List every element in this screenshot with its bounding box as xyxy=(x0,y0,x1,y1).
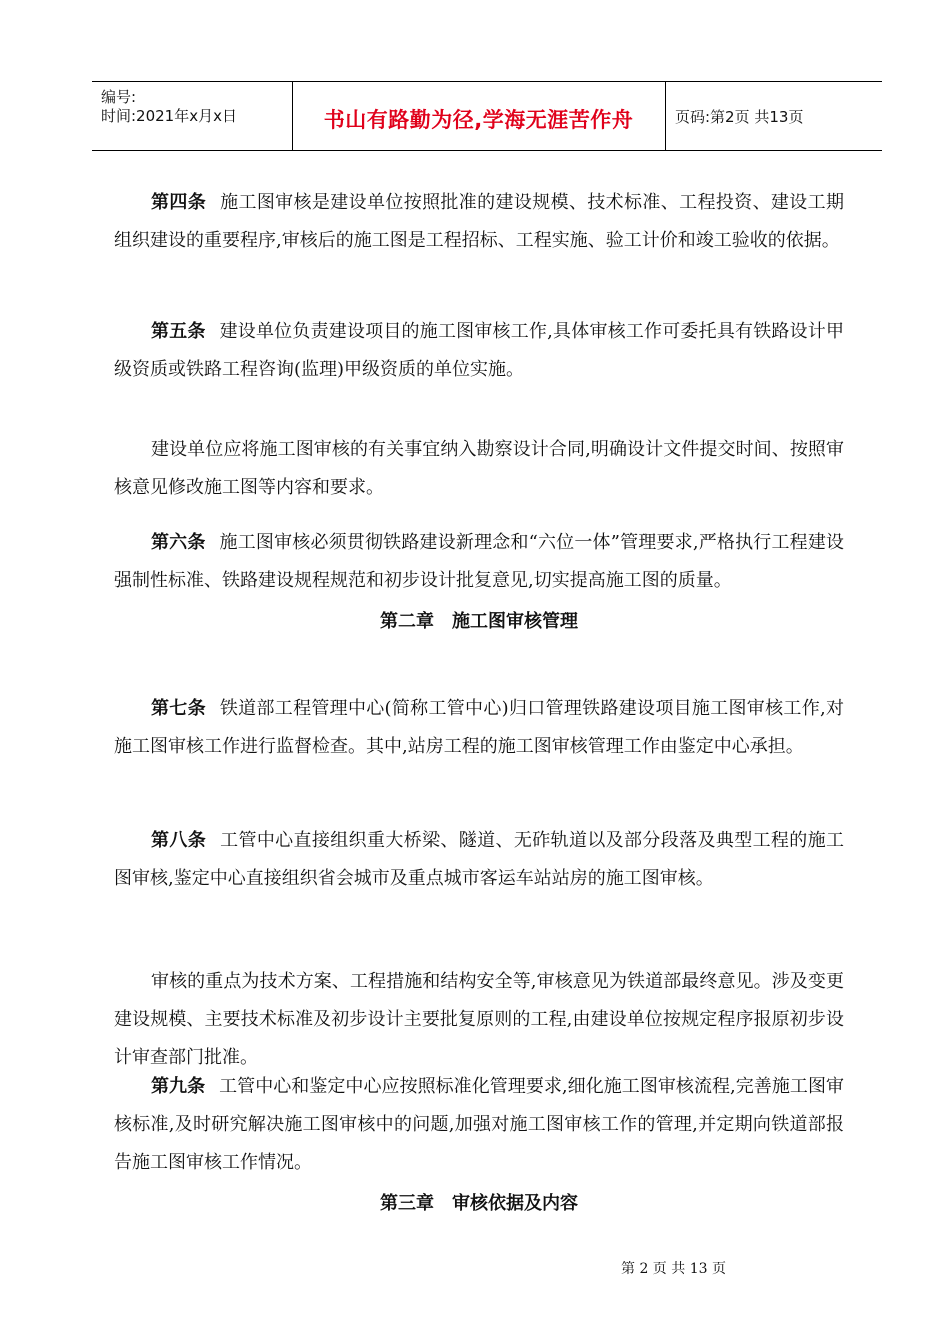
paragraph-text: 建设单位应将施工图审核的有关事宜纳入勘察设计合同,明确设计文件提交时间、按照审核意见修改施工图等内容和要求。 xyxy=(114,439,844,498)
article-text: 建设单位负责建设项目的施工图审核工作,具体审核工作可委托具有铁路设计甲级资质或铁路工程咨询(监理)甲级资质的单位实施。 xyxy=(114,321,845,380)
header-page-cell xyxy=(666,82,882,150)
article-8-paragraph-2 xyxy=(114,963,844,1077)
article-7 xyxy=(114,690,844,766)
article-text: 工管中心和鉴定中心应按照标准化管理要求,细化施工图审核流程,完善施工图审核标准,及时研究解决施工图审核中的问题,加强对施工图审核工作的管理,并定期向铁道部报告施工图审核工作情况。 xyxy=(114,1076,844,1173)
article-8 xyxy=(114,822,844,898)
chapter-3-heading: 第三章 审核依据及内容 xyxy=(380,1193,578,1214)
article-5-paragraph-2 xyxy=(114,431,844,507)
page-footer: 第 2 页 共 13 页 xyxy=(621,1261,726,1277)
article-number: 第四条 xyxy=(151,192,207,213)
article-9 xyxy=(114,1068,844,1182)
chapter-2-heading: 第二章 施工图审核管理 xyxy=(380,611,578,632)
article-number: 第六条 xyxy=(151,532,206,553)
article-number: 第八条 xyxy=(151,830,207,851)
article-text: 施工图审核必须贯彻铁路建设新理念和“六位一体”管理要求,严格执行工程建设强制性标准、铁路建设规程规范和初步设计批复意见,切实提高施工图的质量。 xyxy=(114,532,845,591)
article-number: 第九条 xyxy=(151,1076,206,1097)
article-text: 铁道部工程管理中心(简称工管中心)归口管理铁路建设项目施工图审核工作,对施工图审核工作进行监督检查。其中,站房工程的施工图审核管理工作由鉴定中心承担。 xyxy=(114,698,845,757)
header-page-label: 页码:第2页 共13页 xyxy=(675,108,804,126)
header-meta-cell xyxy=(92,82,293,150)
article-4 xyxy=(114,184,844,260)
article-text: 施工图审核是建设单位按照批准的建设规模、技术标准、工程投资、建设工期组织建设的重要程序,审核后的施工图是工程招标、工程实施、验工计价和竣工验收的依据。 xyxy=(114,192,845,251)
article-number: 第七条 xyxy=(151,698,206,719)
time-label: 时间:2021年x月x日 xyxy=(101,107,237,125)
article-text: 工管中心直接组织重大桥梁、隧道、无砟轨道以及部分段落及典型工程的施工图审核,鉴定中心直接组织省会城市及重点城市客运车站站房的施工图审核。 xyxy=(114,830,845,889)
paragraph-text: 审核的重点为技术方案、工程措施和结构安全等,审核意见为铁道部最终意见。涉及变更建设规模、主要技术标准及初步设计主要批复原则的工程,由建设单位按规定程序报原初步设计审查部门批准。 xyxy=(114,971,844,1068)
page-header xyxy=(92,81,882,151)
article-number: 第五条 xyxy=(151,321,206,342)
number-label: 编号: xyxy=(101,88,137,106)
header-motto-cell xyxy=(292,82,666,150)
article-5 xyxy=(114,313,844,389)
article-6 xyxy=(114,524,844,600)
header-motto: 书山有路勤为径,学海无涯苦作舟 xyxy=(323,108,634,132)
